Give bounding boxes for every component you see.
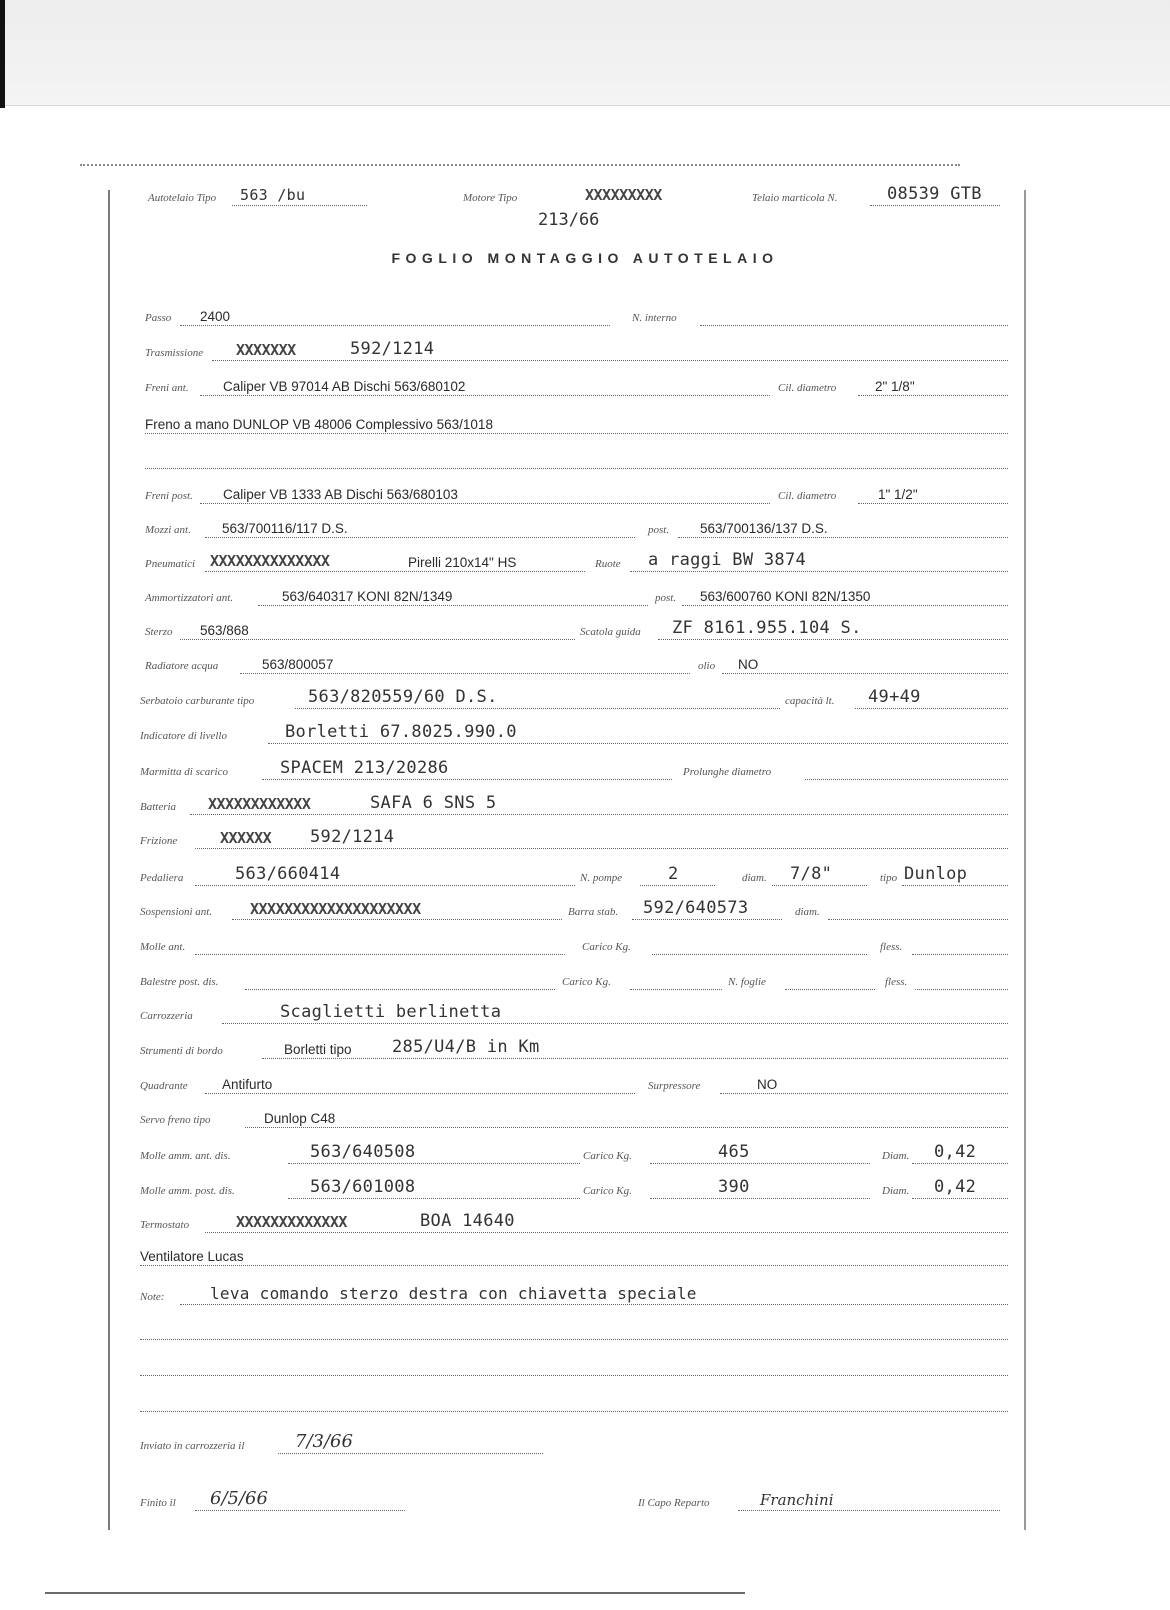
diam-amm-ant-label: Diam. (882, 1150, 910, 1162)
indicatore-livello-value: Borletti 67.8025.990.0 (285, 722, 517, 742)
row-frizione (0, 823, 1170, 853)
surpressore-value: NO (757, 1077, 778, 1092)
mozzi-post-value: 563/700136/137 D.S. (700, 521, 828, 536)
telaio-label: Telaio marticola N. (752, 192, 838, 204)
row-freno-mano (0, 408, 1170, 438)
inviato-label: Inviato in carrozzeria il (140, 1440, 245, 1452)
ammortizzatori-post-label: post. (655, 592, 677, 604)
row-batteria (0, 789, 1170, 819)
page-title: FOGLIO MONTAGGIO AUTOTELAIO (391, 250, 779, 266)
passo-label: Passo (145, 312, 172, 324)
n-interno-label: N. interno (632, 312, 677, 324)
n-pompe-value: 2 (668, 864, 679, 884)
diam-amm-post-value: 0,42 (934, 1177, 977, 1197)
row-marmitta (0, 754, 1170, 784)
molle-ant-label: Molle ant. (140, 941, 186, 953)
batteria-value: SAFA 6 SNS 5 (370, 793, 497, 813)
scan-top-margin (0, 0, 1170, 106)
capo-reparto-signature: Franchini (760, 1491, 834, 1509)
row-sterzo (0, 614, 1170, 644)
serbatoio-value: 563/820559/60 D.S. (308, 687, 498, 707)
row-servo-freno (0, 1102, 1170, 1132)
row-pneumatici (0, 546, 1170, 576)
mozzi-ant-value: 563/700116/117 D.S. (222, 521, 348, 536)
marmitta-label: Marmitta di scarico (140, 766, 228, 778)
diam-amm-ant-value: 0,42 (934, 1142, 977, 1162)
row-mozzi (0, 512, 1170, 542)
note-value: leva comando sterzo destra con chiavetta speciale (210, 1284, 697, 1303)
row-molle-amm-ant (0, 1138, 1170, 1168)
row-molle-ant (0, 929, 1170, 959)
molle-amm-post-label: Molle amm. post. dis. (140, 1185, 235, 1197)
row-inviato (0, 1428, 1170, 1458)
inviato-value: 7/3/66 (295, 1431, 353, 1452)
diam-pompe-label: diam. (742, 872, 767, 884)
capacita-value: 49+49 (868, 687, 921, 707)
motore-struck: XXXXXXXXX (585, 186, 662, 204)
diam-barra-label: diam. (795, 906, 820, 918)
carico-amm-post-value: 390 (718, 1177, 750, 1197)
frizione-value: 592/1214 (310, 827, 395, 847)
finito-label: Finito il (140, 1497, 176, 1509)
row-freni-post (0, 478, 1170, 508)
barra-stab-label: Barra stab. (568, 906, 619, 918)
strumenti-prefix: Borletti tipo (284, 1042, 352, 1057)
surpressore-label: Surpressore (648, 1080, 701, 1092)
serbatoio-label: Serbatoio carburante tipo (140, 695, 255, 707)
strumenti-label: Strumenti di bordo (140, 1045, 223, 1057)
indicatore-livello-label: Indicatore di livello (140, 730, 227, 742)
quadrante-value: Antifurto (222, 1077, 273, 1092)
row-carrozzeria (0, 998, 1170, 1028)
tipo-pompe-value: Dunlop (904, 864, 968, 884)
row-strumenti (0, 1033, 1170, 1063)
cil-diametro-post-value: 1" 1/2" (878, 487, 918, 502)
trasmissione-struck: XXXXXXX (236, 341, 296, 359)
top-rule (80, 164, 960, 166)
row-serbatoio (0, 683, 1170, 713)
row-ventilatore (0, 1240, 1170, 1270)
scatola-guida-value: ZF 8161.955.104 S. (672, 618, 862, 638)
row-note-blank-1 (0, 1314, 1170, 1344)
row-blank-1 (0, 443, 1170, 473)
batteria-label: Batteria (140, 801, 177, 813)
servo-freno-label: Servo freno tipo (140, 1114, 211, 1126)
cil-diametro-post-label: Cil. diametro (778, 490, 837, 502)
motore-label: Motore Tipo (463, 192, 518, 204)
diam-pompe-value: 7/8" (790, 864, 833, 884)
scan-bottom-line (45, 1592, 745, 1594)
freni-ant-label: Freni ant. (145, 382, 189, 394)
telaio-value: 08539 GTB (887, 184, 982, 204)
row-trasmissione (0, 335, 1170, 365)
row-sospensioni (0, 894, 1170, 924)
pedaliera-label: Pedaliera (140, 872, 184, 884)
carico-molle-ant-label: Carico Kg. (582, 941, 631, 953)
trasmissione-label: Trasmissione (145, 347, 204, 359)
fless-balestre-label: fless. (885, 976, 908, 988)
sospensioni-ant-label: Sospensioni ant. (140, 906, 213, 918)
carico-amm-ant-label: Carico Kg. (583, 1150, 632, 1162)
mozzi-ant-label: Mozzi ant. (145, 524, 191, 536)
frizione-label: Frizione (140, 835, 178, 847)
ammortizzatori-post-value: 563/600760 KONI 82N/1350 (700, 589, 871, 604)
row-pedaliera (0, 860, 1170, 890)
molle-amm-post-value: 563/601008 (310, 1177, 416, 1197)
carrozzeria-label: Carrozzeria (140, 1010, 193, 1022)
termostato-value: BOA 14640 (420, 1211, 515, 1231)
row-indicatore (0, 718, 1170, 748)
balestre-post-label: Balestre post. dis. (140, 976, 219, 988)
row-balestre (0, 964, 1170, 994)
scan-edge (0, 0, 5, 108)
capo-reparto-label: Il Capo Reparto (638, 1497, 710, 1509)
row-note-blank-2 (0, 1350, 1170, 1380)
trasmissione-value: 592/1214 (350, 339, 435, 359)
n-foglie-label: N. foglie (728, 976, 766, 988)
carico-amm-post-label: Carico Kg. (583, 1185, 632, 1197)
termostato-label: Termostato (140, 1219, 190, 1231)
motore-value: 213/66 (538, 210, 600, 230)
diam-amm-post-label: Diam. (882, 1185, 910, 1197)
header-row (0, 180, 1170, 210)
n-pompe-label: N. pompe (580, 872, 623, 884)
cil-diametro-ant-value: 2" 1/8" (875, 379, 915, 394)
radiatore-acqua-value: 563/800057 (262, 657, 334, 672)
termostato-struck: XXXXXXXXXXXXX (236, 1213, 347, 1231)
pneumatici-struck: XXXXXXXXXXXXXX (210, 552, 330, 570)
row-note (0, 1279, 1170, 1309)
row-radiatore (0, 648, 1170, 678)
finito-value: 6/5/66 (210, 1488, 268, 1509)
pneumatici-value: Pirelli 210x14" HS (408, 555, 517, 570)
mozzi-post-label: post. (648, 524, 670, 536)
tipo-pompe-label: tipo (880, 872, 898, 884)
note-label: Note: (140, 1291, 165, 1303)
carico-amm-ant-value: 465 (718, 1142, 750, 1162)
passo-value: 2400 (200, 309, 231, 324)
pedaliera-value: 563/660414 (235, 864, 341, 884)
molle-amm-ant-value: 563/640508 (310, 1142, 416, 1162)
freni-ant-value: Caliper VB 97014 AB Dischi 563/680102 (223, 379, 466, 394)
cil-diametro-ant-label: Cil. diametro (778, 382, 837, 394)
row-quadrante (0, 1068, 1170, 1098)
quadrante-label: Quadrante (140, 1080, 188, 1092)
radiatore-olio-label: olio (698, 660, 716, 672)
row-finito (0, 1485, 1170, 1515)
ammortizzatori-ant-value: 563/640317 KONI 82N/1349 (282, 589, 453, 604)
row-termostato (0, 1207, 1170, 1237)
servo-freno-value: Dunlop C48 (264, 1111, 336, 1126)
sterzo-label: Sterzo (145, 626, 173, 638)
ruote-value: a raggi BW 3874 (648, 550, 807, 570)
row-molle-amm-post (0, 1173, 1170, 1203)
freni-post-value: Caliper VB 1333 AB Dischi 563/680103 (223, 487, 458, 502)
sterzo-value: 563/868 (200, 623, 249, 638)
radiatore-olio-value: NO (738, 657, 759, 672)
barra-stab-value: 592/640573 (643, 898, 749, 918)
row-note-blank-3 (0, 1386, 1170, 1416)
row-freni-ant (0, 370, 1170, 400)
prolunghe-label: Prolunghe diametro (683, 766, 772, 778)
carico-balestre-label: Carico Kg. (562, 976, 611, 988)
marmitta-value: SPACEM 213/20286 (280, 758, 449, 778)
ventilatore-value: Ventilatore Lucas (140, 1249, 244, 1264)
frizione-struck: XXXXXX (220, 829, 272, 847)
pneumatici-label: Pneumatici (145, 558, 196, 570)
ammortizzatori-ant-label: Ammortizzatori ant. (145, 592, 234, 604)
ruote-label: Ruote (595, 558, 621, 570)
freno-mano-value: Freno a mano DUNLOP VB 48006 Complessivo 563/1018 (145, 417, 493, 432)
autotelaio-label: Autotelaio Tipo (148, 192, 217, 204)
row-passo (0, 300, 1170, 330)
sospensioni-ant-struck: XXXXXXXXXXXXXXXXXXXX (250, 900, 421, 918)
scatola-guida-label: Scatola guida (580, 626, 641, 638)
carrozzeria-value: Scaglietti berlinetta (280, 1002, 502, 1022)
freni-post-label: Freni post. (145, 490, 193, 502)
batteria-struck: XXXXXXXXXXXX (208, 795, 311, 813)
row-ammortizzatori (0, 580, 1170, 610)
radiatore-acqua-label: Radiatore acqua (145, 660, 219, 672)
capacita-label: capacità lt. (785, 695, 835, 707)
molle-amm-ant-label: Molle amm. ant. dis. (140, 1150, 231, 1162)
autotelaio-value: 563 /bu (240, 186, 306, 204)
strumenti-value: 285/U4/B in Km (392, 1037, 540, 1057)
fless-molle-ant-label: fless. (880, 941, 903, 953)
